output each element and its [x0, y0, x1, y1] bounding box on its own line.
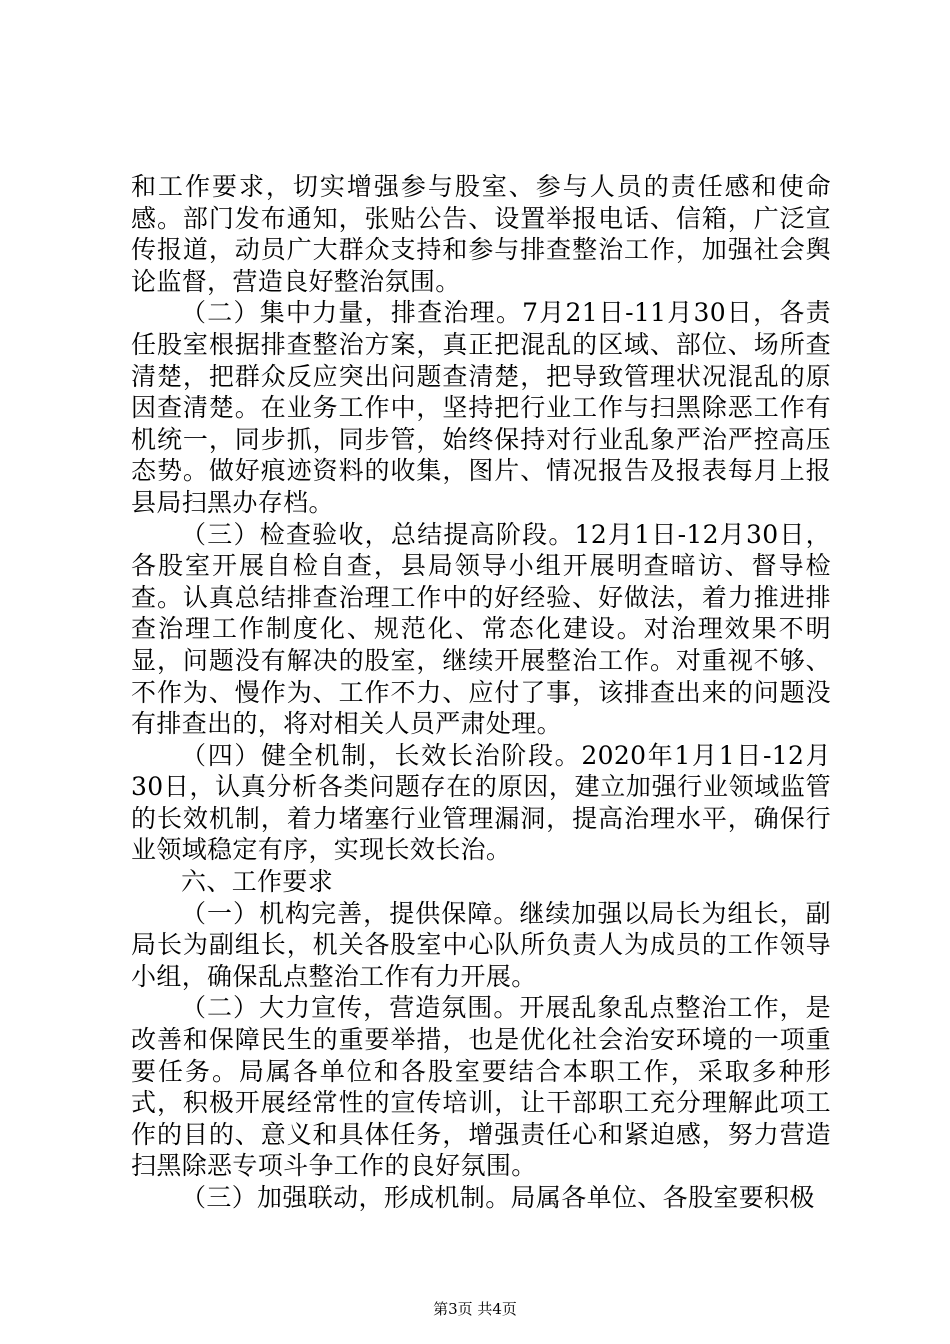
page-footer — [0, 1299, 950, 1319]
paragraph-requirement-2: （二）大力宣传，营造氛围。开展乱象乱点整治工作，是改善和保障民生的重要举措，也是优化社会治安环境的一项重要任务。局属各单位和各股室要结合本职工作，采取多种形式，积极开展经常性的宣传培训，让干部职工充分理解此项工作的目的、意义和具体任务，增强责任心和紧迫感，努力营造扫黑除恶专项斗争工作的良好氛围。 — [131, 993, 831, 1181]
paragraph-requirement-3: （三）加强联动，形成机制。局属各单位、各股室要积极 — [181, 1183, 815, 1212]
paragraph-section-2: （二）集中力量，排查治理。7月21日-11月30日，各责任股室根据排查整治方案，真正把混乱的区域、部位、场所查清楚，把群众反应突出问题查清楚，把导致管理状况混乱的原因查清楚。在业务工作中，坚持把行业工作与扫黑除恶工作有机统一，同步抓，同步管，始终保持对行业乱象严治严控高压态势。做好痕迹资料的收集，图片、情况报告及报表每月上报县局扫黑办存档。 — [131, 298, 831, 517]
paragraph-continuation: 和工作要求，切实增强参与股室、参与人员的责任感和使命感。部门发布通知，张贴公告、设置举报电话、信箱，广泛宣传报道，动员广大群众支持和参与排查整治工作，加强社会舆论监督，营造良好整治氛围。 — [131, 172, 831, 296]
paragraph-section-3: （三）检查验收，总结提高阶段。12月1日-12月30日，各股室开展自检自查，县局领导小组开展明查暗访、督导检查。认真总结排查治理工作中的好经验、好做法，着力推进排查治理工作制度化、规范化、常态化建设。对治理效果不明显，问题没有解决的股室，继续开展整治工作。对重视不够、不作为、慢作为、工作不力、应付了事，该排查出来的问题没有排查出的，将对相关人员严肃处理。 — [131, 519, 831, 739]
document-body — [131, 171, 831, 1214]
heading-work-requirements: 六、工作要求 — [181, 867, 334, 897]
page-number: 第3页 共4页 — [433, 1300, 517, 1318]
paragraph-requirement-1: （一）机构完善，提供保障。继续加强以局长为组长，副局长为副组长，机关各股室中心队所负责人为成员的工作领导小组，确保乱点整治工作有力开展。 — [131, 898, 831, 991]
paragraph-section-4: （四）健全机制，长效长治阶段。2020年1月1日-12月30日，认真分析各类问题存在的原因，建立加强行业领域监管的长效机制，着力堵塞行业管理漏洞，提高治理水平，确保行业领域稳定有序，实现长效长治。 — [131, 740, 831, 865]
